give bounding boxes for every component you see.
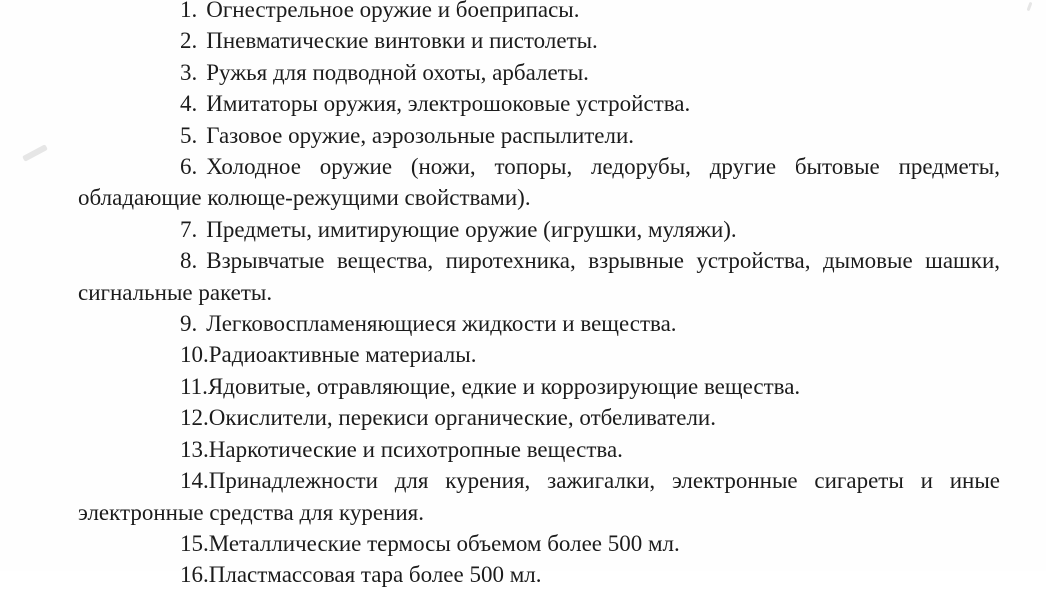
item-number: 15. xyxy=(180,530,209,556)
item-text: Газовое оружие, аэрозольные распылители. xyxy=(206,122,635,148)
list-item xyxy=(78,57,1000,88)
item-number: 14. xyxy=(180,468,209,494)
item-number: 4. xyxy=(180,91,198,117)
list-item xyxy=(78,371,1000,402)
item-number: 6. xyxy=(180,154,198,180)
item-text: Радиоактивные материалы. xyxy=(208,342,477,368)
item-number: 2. xyxy=(180,28,198,54)
list-item xyxy=(78,434,1000,465)
item-text: Имитаторы оружия, электрошоковые устройства. xyxy=(206,91,691,117)
item-text: Ружья для подводной охоты, арбалеты. xyxy=(206,59,589,85)
scan-mark xyxy=(1027,2,1033,11)
item-text: Предметы, имитирующие оружие (игрушки, муляжи). xyxy=(206,216,737,242)
list-item xyxy=(78,465,1000,528)
item-text: Огнестрельное оружие и боеприпасы. xyxy=(206,0,580,22)
list-item xyxy=(78,151,1000,214)
item-number: 12. xyxy=(180,405,209,431)
item-number: 10. xyxy=(180,342,209,368)
item-text: Пневматические винтовки и пистолеты. xyxy=(206,28,598,54)
item-text: Пластмассовая тара более 500 мл. xyxy=(208,562,542,588)
item-text: Холодное оружие (ножи, топоры, ледорубы, другие бытовые предметы, обладающие колюще-режущими свойствами). xyxy=(78,154,1000,211)
item-number: 8. xyxy=(180,248,198,274)
list-item xyxy=(78,88,1000,119)
list-item xyxy=(78,339,1000,370)
list-item xyxy=(78,25,1000,56)
prohibited-items-list xyxy=(78,0,1000,591)
item-number: 11. xyxy=(180,373,208,399)
list-item xyxy=(78,0,1000,25)
list-item xyxy=(78,214,1000,245)
item-number: 3. xyxy=(180,59,198,85)
list-item xyxy=(78,559,1000,590)
list-item xyxy=(78,245,1000,308)
item-number: 13. xyxy=(180,436,209,462)
list-item xyxy=(78,120,1000,151)
item-text: Окислители, перекиси органические, отбеливатели. xyxy=(208,405,716,431)
list-item xyxy=(78,402,1000,433)
item-text: Легковоспламеняющиеся жидкости и вещества. xyxy=(206,311,677,337)
item-text: Принадлежности для курения, зажигалки, электронные сигареты и иные электронные средства для курения. xyxy=(78,468,1000,525)
item-number: 7. xyxy=(180,216,198,242)
item-text: Ядовитые, отравляющие, едкие и коррозирующие вещества. xyxy=(207,373,801,399)
list-item xyxy=(78,308,1000,339)
item-number: 1. xyxy=(180,0,198,22)
item-text: Взрывчатые вещества, пиротехника, взрывные устройства, дымовые шашки, сигнальные ракеты. xyxy=(78,248,1000,305)
scan-mark xyxy=(22,144,48,162)
item-number: 16. xyxy=(180,562,209,588)
item-text: Металлические термосы объемом более 500 мл. xyxy=(208,530,680,556)
list-item xyxy=(78,528,1000,559)
item-number: 9. xyxy=(180,311,198,337)
item-number: 5. xyxy=(180,122,198,148)
item-text: Наркотические и психотропные вещества. xyxy=(208,436,623,462)
